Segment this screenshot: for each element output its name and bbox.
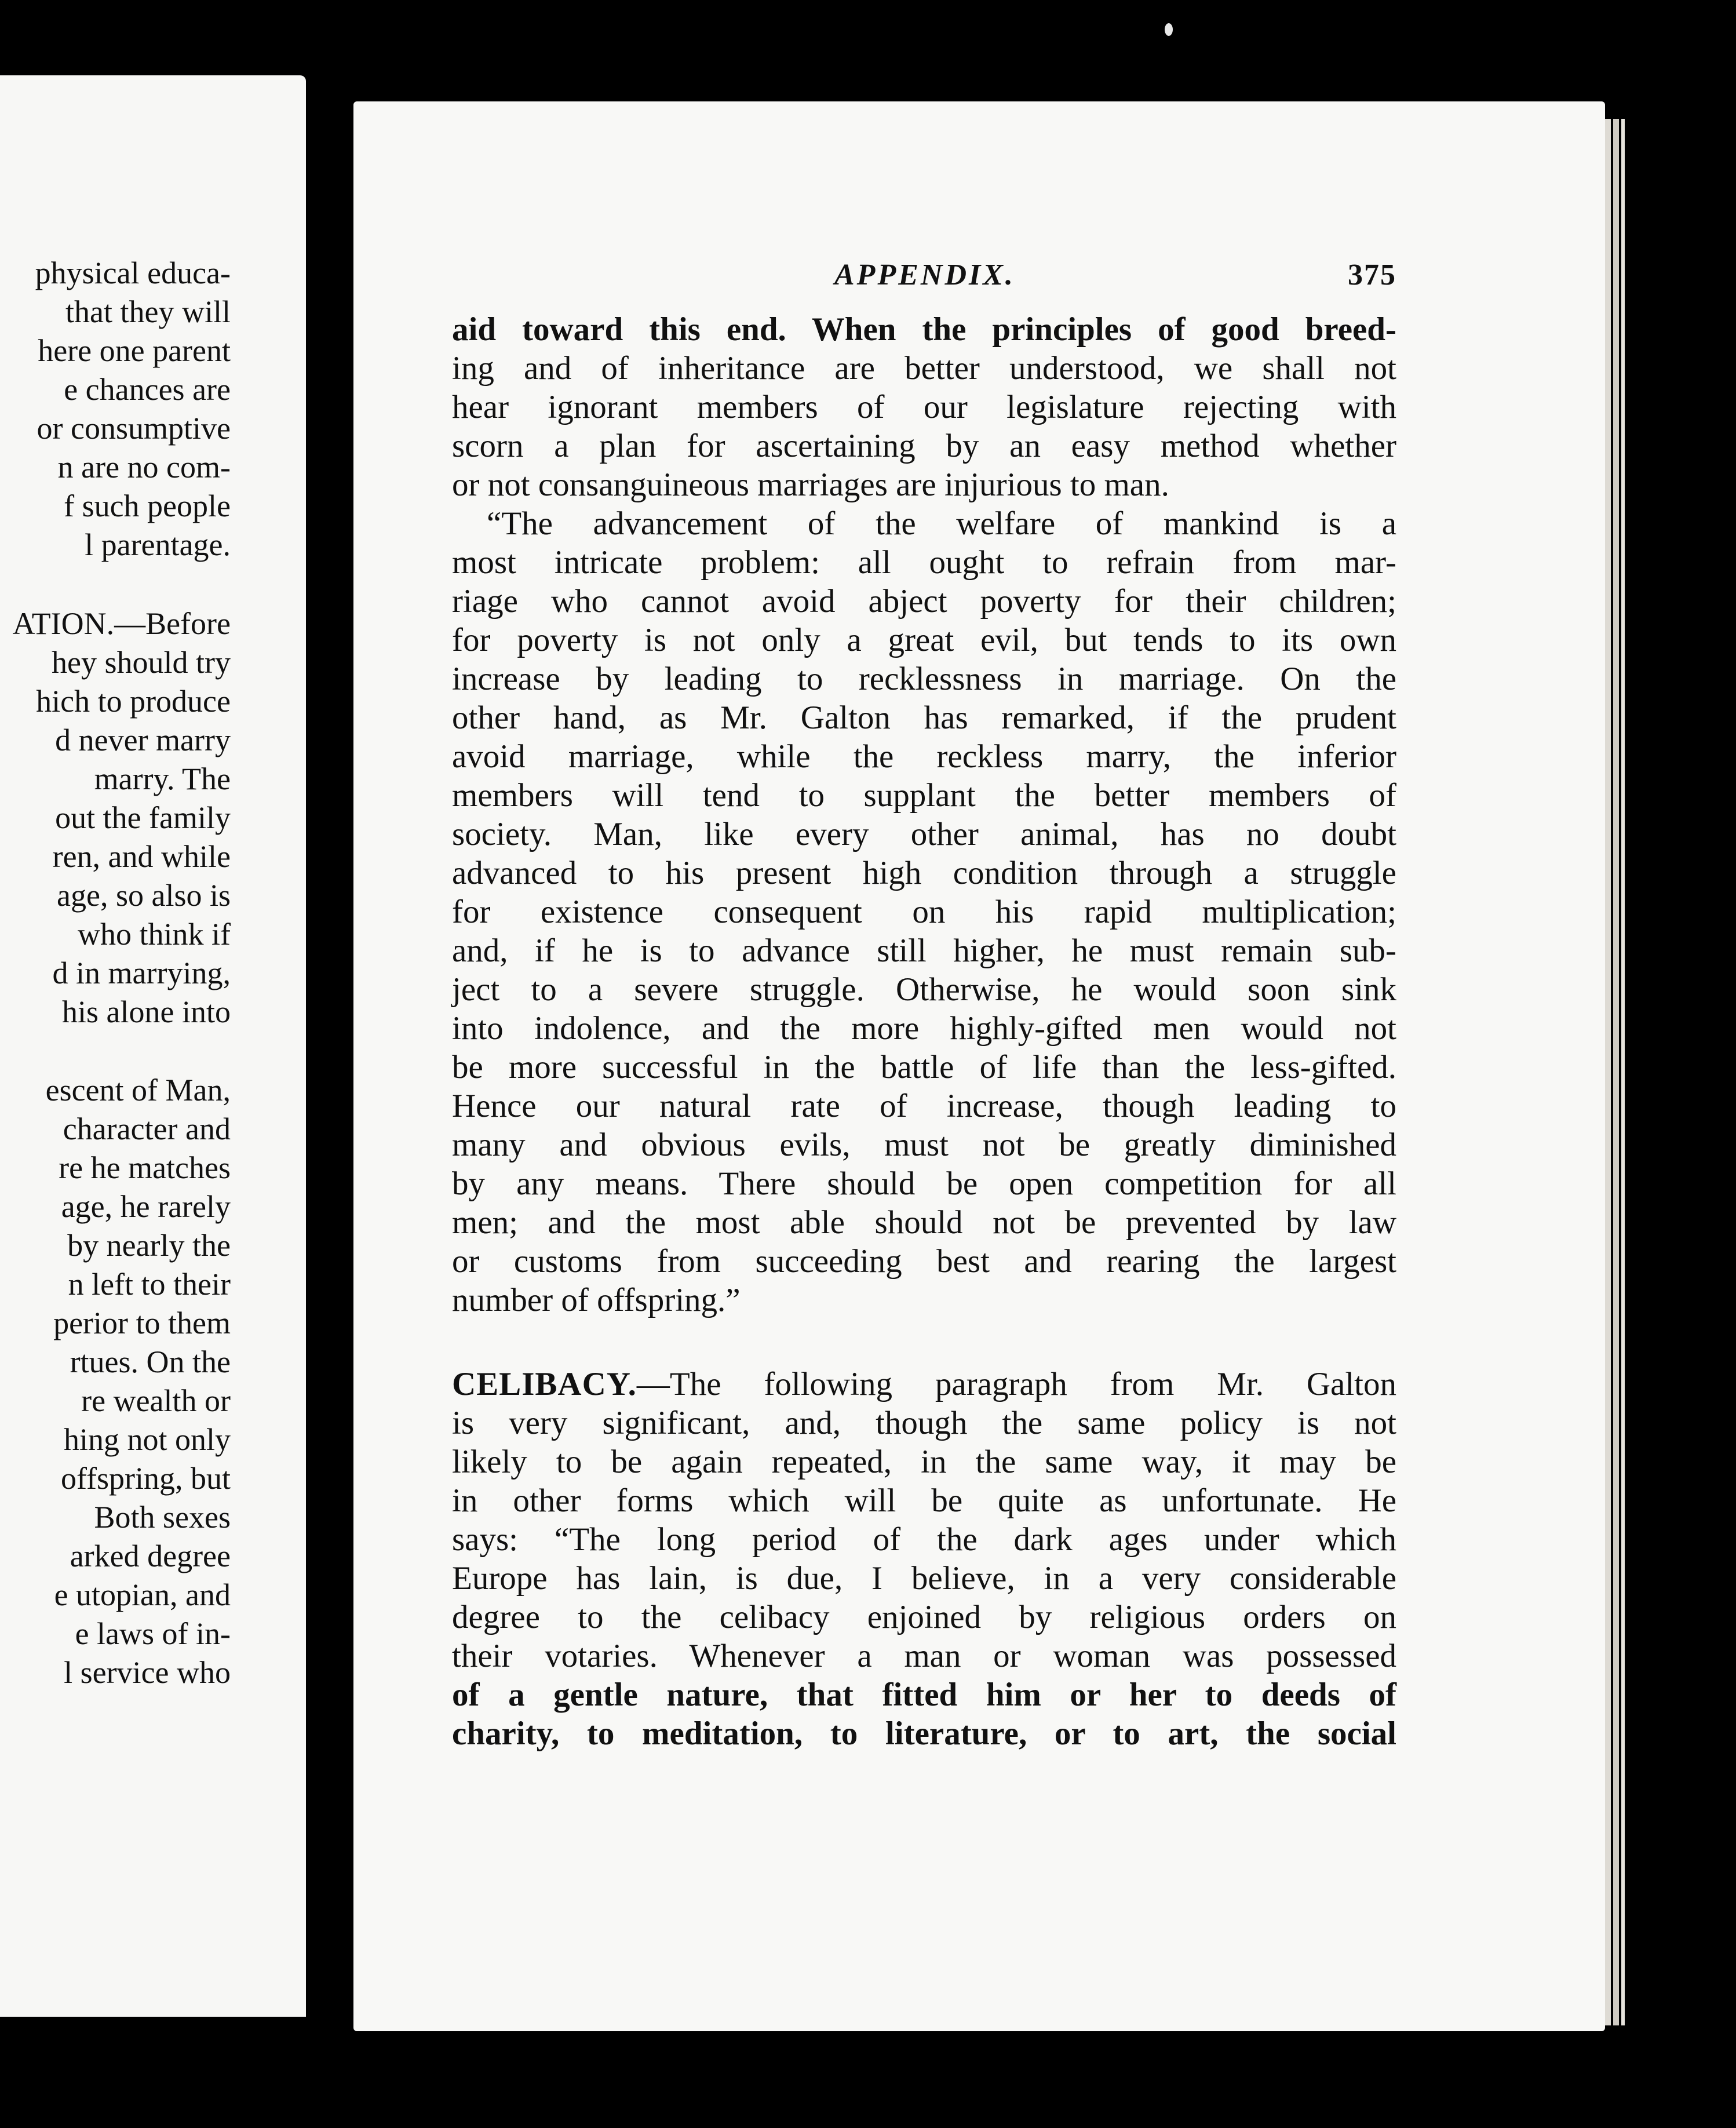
text-line: ject to a severe struggle. Otherwise, he would soon sink — [452, 971, 1396, 1008]
facing-page-fragment — [0, 75, 306, 2017]
scan-speck — [1165, 23, 1173, 36]
text-line: scorn a plan for ascertaining by an easy method whether — [452, 428, 1396, 464]
text-line: for existence consequent on his rapid multiplication; — [452, 894, 1396, 930]
text-line: and, if he is to advance still higher, he must remain sub- — [452, 932, 1396, 969]
facing-page-line: hich to produce — [36, 684, 231, 719]
section-lead-celibacy: CELIBACY. — [452, 1366, 637, 1402]
text-line: most intricate problem: all ought to refrain from mar- — [452, 544, 1396, 581]
text-line: advanced to his present high condition through a struggle — [452, 855, 1396, 891]
text-line: increase by leading to recklessness in marriage. On the — [452, 661, 1396, 697]
text-line: for poverty is not only a great evil, but tends to its own — [452, 622, 1396, 658]
text-line: into indolence, and the more highly-gifted men would not — [452, 1010, 1396, 1047]
text-line: says: “The long period of the dark ages under which — [452, 1521, 1396, 1558]
facing-page-line: his alone into — [62, 994, 231, 1029]
text-line: likely to be again repeated, in the same way, it may be — [452, 1444, 1396, 1480]
facing-page-line: n left to their — [68, 1267, 231, 1302]
facing-page-line: e laws of in- — [75, 1616, 231, 1651]
paragraph-darwin-quote — [452, 504, 1396, 1320]
text-line — [452, 1365, 1396, 1404]
text-line: hear ignorant members of our legislature rejecting with — [452, 389, 1396, 425]
facing-page-line: f such people — [64, 489, 231, 523]
facing-page-line: hey should try — [52, 645, 231, 680]
facing-page-line: ren, and while — [52, 839, 231, 874]
page-stack-edge — [1613, 119, 1619, 2025]
facing-page-line: e utopian, and — [54, 1577, 231, 1612]
text-line: Hence our natural rate of increase, though leading to — [452, 1088, 1396, 1124]
facing-page-line: l service who — [64, 1655, 231, 1690]
running-head-title: APPENDIX. — [834, 258, 1015, 291]
facing-page-line: n are no com- — [57, 450, 231, 484]
facing-page-line: re he matches — [59, 1150, 231, 1185]
facing-page-line: marry. The — [94, 761, 231, 796]
text-line: Europe has lain, is due, I believe, in a very considerable — [452, 1560, 1396, 1597]
facing-page-line: out the family — [55, 800, 231, 835]
facing-page-line: physical educa- — [35, 256, 231, 290]
text-line: “The advancement of the welfare of mankind is a — [487, 505, 1396, 542]
text-line: men; and the most able should not be prevented by law — [452, 1204, 1396, 1241]
text-line: other hand, as Mr. Galton has remarked, if the prudent — [452, 699, 1396, 736]
text-line: members will tend to supplant the better members of — [452, 777, 1396, 814]
text-line: society. Man, like every other animal, has no doubt — [452, 816, 1396, 852]
page-text-block — [452, 258, 1396, 1753]
page-stack-edge — [1605, 119, 1611, 2025]
facing-page-line: here one parent — [38, 333, 231, 368]
text-line: or customs from succeeding best and rearing the largest — [452, 1243, 1396, 1280]
text-line: of a gentle nature, that fitted him or her to deeds of — [452, 1677, 1396, 1713]
text-line: charity, to meditation, to literature, or to art, the social — [452, 1715, 1396, 1752]
page-stack-edge — [1621, 119, 1625, 2025]
facing-page-line: by nearly the — [67, 1228, 231, 1263]
text-line: degree to the celibacy enjoined by religious orders on — [452, 1599, 1396, 1635]
facing-page-line: d in marrying, — [52, 956, 231, 990]
facing-page-line: arked degree — [70, 1539, 231, 1573]
facing-page-line: l parentage. — [85, 527, 231, 562]
text-line: is very significant, and, though the same policy is not — [452, 1405, 1396, 1441]
facing-page-line: age, he rarely — [61, 1189, 231, 1224]
facing-page-line: perior to them — [53, 1306, 231, 1340]
text-line: or not consanguineous marriages are injurious to man. — [452, 467, 1169, 503]
facing-page-line: character and — [63, 1112, 231, 1146]
page-number: 375 — [1348, 258, 1396, 291]
facing-page-line: or consumptive — [37, 411, 231, 446]
facing-page-line: ATION.—Before — [12, 606, 231, 641]
text-line: in other forms which will be quite as unfortunate. He — [452, 1482, 1396, 1519]
facing-page-line: offspring, but — [61, 1461, 231, 1496]
text-line: aid toward this end. When the principles of good breed- — [452, 311, 1396, 348]
text-line: riage who cannot avoid abject poverty for their children; — [452, 583, 1396, 620]
facing-page-line: rtues. On the — [70, 1344, 231, 1379]
text-line-rest: —The following paragraph from Mr. Galton — [636, 1366, 1396, 1402]
facing-page-line: that they will — [65, 294, 231, 329]
text-line: ing and of inheritance are better understood, we shall not — [452, 350, 1396, 387]
main-page — [353, 101, 1605, 2031]
text-line: avoid marriage, while the reckless marry, the inferior — [452, 738, 1396, 775]
text-line: be more successful in the battle of life than the less-gifted. — [452, 1049, 1396, 1085]
facing-page-line: d never marry — [55, 723, 231, 757]
facing-page-line: e chances are — [64, 372, 231, 407]
facing-page-line: re wealth or — [81, 1383, 231, 1418]
text-line: their votaries. Whenever a man or woman was possessed — [452, 1638, 1396, 1674]
facing-page-line: hing not only — [63, 1422, 231, 1457]
paragraph-consanguinity — [452, 310, 1396, 504]
facing-page-line: escent of Man, — [45, 1073, 231, 1107]
facing-page-line: age, so also is — [57, 878, 231, 913]
book-gutter — [306, 0, 341, 2128]
paragraph-celibacy — [452, 1365, 1396, 1753]
text-line: number of offspring.” — [452, 1282, 741, 1318]
text-line: by any means. There should be open competition for all — [452, 1165, 1396, 1202]
facing-page-line: Both sexes — [94, 1500, 231, 1535]
running-head — [452, 258, 1396, 310]
facing-page-line: who think if — [78, 917, 231, 952]
text-line: many and obvious evils, must not be greatly diminished — [452, 1127, 1396, 1163]
